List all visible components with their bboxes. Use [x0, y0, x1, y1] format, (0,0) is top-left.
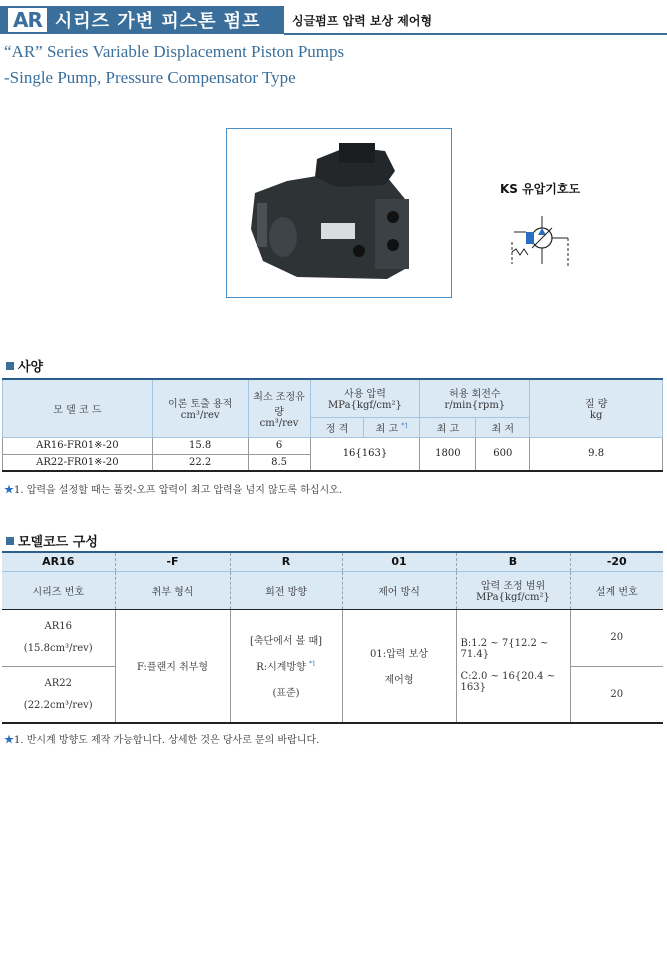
model-code-table [2, 551, 663, 724]
row-min-flow: 6 [248, 437, 310, 454]
title-banner [0, 6, 284, 34]
speed-max-value: 1800 [420, 437, 476, 471]
label-rotation: 회전 방향 [230, 571, 342, 609]
header-min-flow: 최소 조정유량 cm³/rev [248, 379, 310, 437]
hydraulic-symbol-icon [508, 212, 574, 270]
square-bullet-icon [6, 537, 14, 545]
symbol-label: KS 유압기호도 [500, 182, 581, 196]
code-rotation: R [230, 552, 342, 571]
weight-value: 9.8 [530, 437, 663, 471]
table-row [3, 437, 663, 454]
row-min-flow: 8.5 [248, 454, 310, 471]
control-value: 01:압력 보상 제어형 [342, 609, 456, 723]
speed-min-value: 600 [476, 437, 530, 471]
header-speed-min: 최 저 [476, 417, 530, 437]
title-bar [0, 6, 667, 34]
design-value-1: 20 [570, 609, 663, 666]
pump-illustration [227, 129, 451, 297]
english-title-line-1: “AR” Series Variable Displacement Piston Pumps [4, 42, 345, 61]
spec-table [2, 378, 663, 472]
code-series: AR16 [2, 552, 115, 571]
star-icon: ★ [4, 485, 14, 496]
pump-photo [226, 128, 452, 298]
design-value-2: 20 [610, 688, 624, 700]
series-ar22: AR22 (22.2cm³/rev) [2, 666, 115, 723]
spec-heading [6, 356, 43, 375]
code-range: B [456, 552, 570, 571]
ar-logo: AR [8, 8, 47, 32]
code-mount: -F [115, 552, 230, 571]
header-displacement: 이론 토출 용적 cm³/rev [152, 379, 248, 437]
header-weight: 질 량 kg [530, 379, 663, 437]
spec-header-row [3, 379, 663, 417]
code-row [2, 552, 663, 571]
mount-value: F:플랜지 취부형 [115, 609, 230, 723]
row-model: AR16-FR01※-20 [3, 437, 153, 454]
title-rule [284, 33, 667, 35]
spec-note: ★1. 압력을 설정할 때는 풀컷-오프 압력이 최고 압력을 넘지 않도록 하십시오. [4, 485, 343, 496]
page-title: 시리즈 가변 피스톤 펌프 [54, 11, 261, 32]
model-code-heading-text: 모델코드 구성 [18, 535, 98, 550]
label-mount: 취부 형식 [115, 571, 230, 609]
square-bullet-icon [6, 362, 14, 370]
star-icon: ★ [4, 735, 14, 746]
spec-heading-text: 사양 [18, 360, 44, 375]
table-row [2, 609, 663, 666]
header-speed: 허용 회전수 r/min{rpm} [420, 379, 530, 417]
header-model: 모 델 코 드 [3, 379, 153, 437]
code-control: 01 [342, 552, 456, 571]
model-code-heading [6, 531, 98, 550]
model-code-note: ★1. 반시계 방향도 제작 가능합니다. 상세한 것은 당사로 문의 바랍니다. [4, 735, 320, 746]
label-design: 설계 번호 [570, 571, 663, 609]
row-displacement: 22.2 [152, 454, 248, 471]
english-title-line-2: -Single Pump, Pressure Compensator Type [4, 68, 296, 87]
range-value: B:1.2 ~ 7{12.2 ~ 71.4} C:2.0 ~ 16{20.4 ~ 163} [456, 609, 570, 723]
header-pressure: 사용 압력 MPa{kgf/cm²} [310, 379, 420, 417]
header-speed-max: 최 고 [420, 417, 476, 437]
code-design: -20 [570, 552, 663, 571]
page-subtitle: 싱글펌프 압력 보상 제어형 [292, 14, 433, 28]
pressure-value: 16{163} [310, 437, 420, 471]
series-ar16: AR16 (15.8cm³/rev) [2, 609, 115, 666]
row-displacement: 15.8 [152, 437, 248, 454]
label-row [2, 571, 663, 609]
label-range: 압력 조정 범위 MPa{kgf/cm²} [456, 571, 570, 609]
header-max-pressure: 최 고 $^{*1}$ [364, 417, 420, 437]
header-rated: 정 격 [310, 417, 364, 437]
label-series: 시리즈 번호 [2, 571, 115, 609]
rotation-value: [축단에서 볼 때] R:시계방향 $^{*1}$ (표준) [230, 609, 342, 723]
label-control: 제어 방식 [342, 571, 456, 609]
row-model: AR22-FR01※-20 [3, 454, 153, 471]
